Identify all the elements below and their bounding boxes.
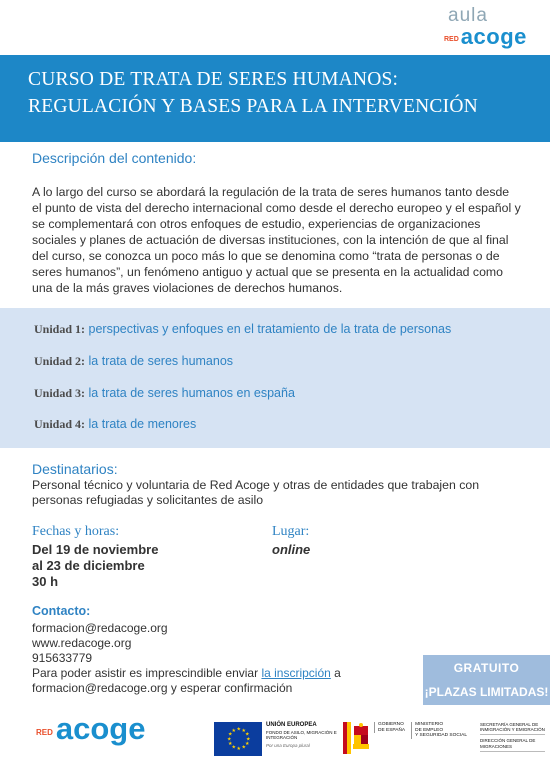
svg-text:★: ★ (245, 741, 250, 747)
logo-aula-text: aula (448, 5, 488, 26)
place-heading: Lugar: (272, 524, 310, 539)
logo-red-text: RED (444, 36, 459, 43)
ministry-line1: MINISTERIO (415, 722, 444, 727)
dates-body (32, 542, 158, 590)
ministry-line3: Y SEGURIDAD SOCIAL (415, 733, 468, 738)
secretariat-general: SECRETARÍA GENERAL DE INMIGRACIÓN Y EMIGRACIÓN (480, 722, 545, 735)
unit-label: Unidad 1: (34, 322, 86, 336)
description-heading: Descripción del contenido: (32, 150, 197, 166)
recipients-body: Personal técnico y voluntaria de Red Acoge y otras de entidades que trabajen con personas refugiadas y solicitantes de asilo (32, 478, 480, 507)
secretariat-block (480, 722, 545, 755)
contact-note-line2: formacion@redacoge.org y esperar confirmación (32, 681, 293, 695)
spain-government-logo (343, 722, 467, 754)
svg-text:★: ★ (246, 736, 251, 743)
eu-motto: Por una Europa plural (266, 743, 310, 748)
course-title-line2: REGULACIÓN Y BASES PARA LA INTERVENCIÓN (28, 96, 478, 117)
svg-text:★: ★ (228, 741, 233, 747)
contact-note (32, 666, 341, 680)
svg-text:★: ★ (231, 744, 236, 751)
svg-text:★: ★ (228, 731, 233, 738)
registration-link[interactable]: la inscripción (261, 666, 331, 680)
svg-text:★: ★ (245, 731, 250, 738)
dates-heading: Fechas y horas: (32, 524, 120, 539)
eu-fund: FONDO DE ASILO, MIGRACIÓN E INTEGRACIÓN (266, 730, 337, 740)
badge-free-text: GRATUITO (453, 661, 520, 675)
svg-text:★: ★ (227, 736, 232, 743)
contact-heading: Contacto: (32, 604, 91, 618)
svg-text:★: ★ (241, 728, 246, 734)
gob-line2: DE ESPAÑA (378, 727, 406, 733)
recipients-heading: Destinatarios: (32, 461, 118, 477)
aula-red-acoge-logo (418, 6, 528, 48)
contact-phone: 915633779 (32, 651, 93, 665)
spain-coat-of-arms-icon (343, 722, 371, 754)
dates-line1: Del 19 de noviembre (32, 542, 159, 557)
dates-line2: al 23 de diciembre (32, 558, 145, 573)
place-value: online (272, 542, 311, 557)
unit-text: la trata de seres humanos (88, 354, 234, 368)
unit-item-3 (34, 386, 295, 401)
svg-text:★: ★ (236, 746, 241, 752)
logo-acoge-text: acoge (460, 24, 527, 49)
svg-text:★: ★ (231, 728, 236, 734)
units-panel (0, 308, 550, 448)
ministry-line2: DE EMPLEO (415, 727, 444, 733)
course-title-banner (0, 55, 550, 142)
unit-item-4 (34, 417, 196, 432)
unit-text: perspectivas y enfoques en el tratamiento de la trata de personas (88, 322, 452, 336)
unit-text: la trata de seres humanos en españa (88, 386, 295, 400)
contact-note-text: Para poder asistir es imprescindible enviar (32, 666, 262, 680)
directorate-general: DIRECCIÓN GENERAL DE MIGRACIONES (480, 738, 545, 751)
unit-label: Unidad 4: (34, 417, 86, 431)
red-acoge-logo (36, 711, 146, 746)
eu-flag-icon (214, 722, 262, 756)
dates-hours: 30 h (32, 574, 59, 589)
eu-title: UNIÓN EUROPEA (266, 722, 317, 728)
unit-item-2 (34, 354, 233, 369)
footer-logo-acoge: acoge (55, 711, 146, 746)
footer-logo-red: RED (36, 728, 53, 737)
eu-logo (214, 722, 344, 756)
svg-text:★: ★ (236, 726, 241, 733)
contact-website[interactable]: www.redacoge.org (32, 636, 132, 650)
contact-email[interactable]: formacion@redacoge.org (32, 621, 168, 635)
contact-note-suffix: a (330, 666, 341, 680)
badge-limited-text: ¡PLAZAS LIMITADAS! (424, 685, 549, 699)
unit-item-1 (34, 322, 451, 337)
unit-text: la trata de menores (88, 417, 197, 431)
description-body: A lo largo del curso se abordará la regulación de la trata de seres humanos tanto desde el punto de vista del derecho internacional como desde el derecho europeo y el español y se complementará con otros enfoques de estudio, experiencias de organizaciones sociales y planes de actuación de diversas instituciones, con la intención de que al final del curso, se conozca un poco más lo que se denomina como “trata de personas o de seres humanos”, un fenómeno antiguo y actual que se presenta en la actualidad como una de la más graves violaciones de derechos humanos. (32, 185, 521, 295)
free-limited-badge (423, 655, 550, 705)
course-title-line1: CURSO DE TRATA DE SERES HUMANOS: (28, 69, 399, 90)
gob-line1: GOBIERNO (378, 722, 404, 727)
svg-text:★: ★ (241, 744, 246, 751)
unit-label: Unidad 2: (34, 354, 86, 368)
unit-label: Unidad 3: (34, 386, 86, 400)
